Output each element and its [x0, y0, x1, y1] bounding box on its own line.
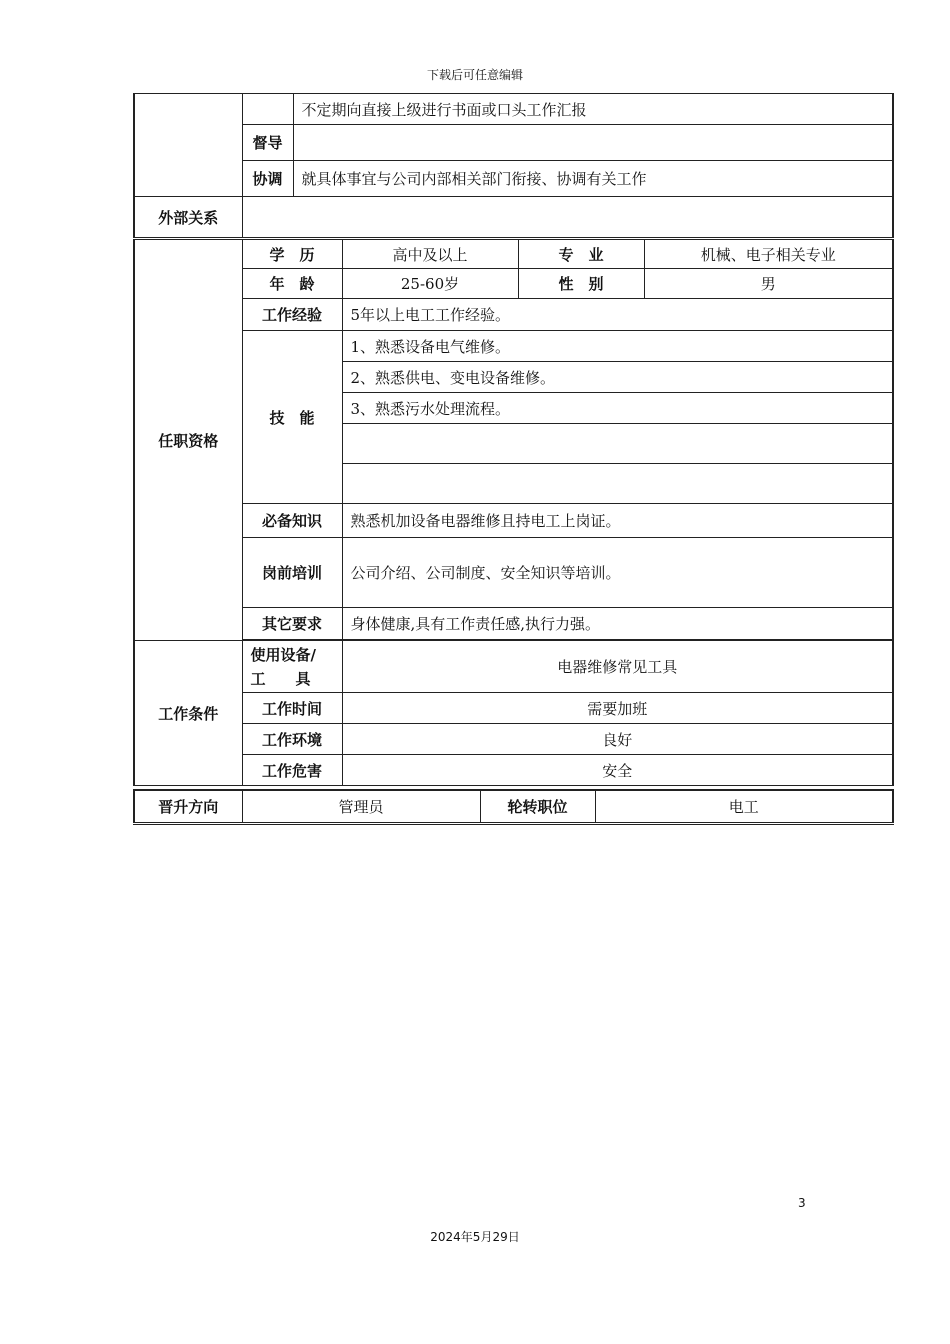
equipment-label-line1: 使用设备/: [250, 645, 316, 664]
skill-item: 3、熟悉污水处理流程。: [342, 393, 893, 424]
work-time-value: 需要加班: [342, 693, 893, 724]
supervise-value: [293, 125, 893, 161]
responsibility-table: [133, 93, 894, 238]
promotion-table: [133, 789, 894, 825]
report-text: 不定期向直接上级进行书面或口头工作汇报: [293, 94, 893, 125]
training-label: 岗前培训: [242, 538, 342, 608]
promotion-label: 晋升方向: [134, 790, 242, 823]
skill-item-empty: [342, 464, 893, 504]
rotation-value: 电工: [595, 790, 893, 823]
other-requirements-value: 身体健康,具有工作责任感,执行力强。: [342, 608, 893, 640]
work-time-label: 工作时间: [242, 693, 342, 724]
other-requirements-label: 其它要求: [242, 608, 342, 640]
supervise-label: 督导: [242, 125, 293, 161]
skills-label: 技 能: [242, 331, 342, 504]
empty-cell: [134, 94, 242, 197]
page-number: 3: [798, 1196, 806, 1210]
work-hazard-value: 安全: [342, 755, 893, 786]
experience-label: 工作经验: [242, 299, 342, 331]
work-env-label: 工作环境: [242, 724, 342, 755]
training-value: 公司介绍、公司制度、安全知识等培训。: [342, 538, 893, 608]
empty-cell: [242, 94, 293, 125]
equipment-label-line2: 工 具: [250, 669, 311, 688]
gender-value: 男: [644, 269, 893, 299]
equipment-value: 电器维修常见工具: [342, 641, 893, 693]
age-label: 年 龄: [242, 269, 342, 299]
skill-item: 2、熟悉供电、变电设备维修。: [342, 362, 893, 393]
rotation-label: 轮转职位: [480, 790, 595, 823]
footer-date: 2024年5月29日: [430, 1230, 520, 1244]
education-value: 高中及以上: [342, 239, 518, 269]
knowledge-label: 必备知识: [242, 504, 342, 538]
coordinate-label: 协调: [242, 161, 293, 197]
work-env-value: 良好: [342, 724, 893, 755]
knowledge-value: 熟悉机加设备电器维修且持电工上岗证。: [342, 504, 893, 538]
qualification-section-label: 任职资格: [134, 239, 242, 641]
work-hazard-label: 工作危害: [242, 755, 342, 786]
age-value: 25-60岁: [342, 269, 518, 299]
major-value: 机械、电子相关专业: [644, 239, 893, 269]
gender-label: 性 别: [518, 269, 644, 299]
promotion-value: 管理员: [242, 790, 480, 823]
external-relations-label: 外部关系: [134, 197, 242, 238]
education-label: 学 历: [242, 239, 342, 269]
skill-item: 1、熟悉设备电气维修。: [342, 331, 893, 362]
coordinate-text: 就具体事宜与公司内部相关部门衔接、协调有关工作: [293, 161, 893, 197]
page-header: 下载后可任意编辑: [426, 68, 523, 82]
external-relations-value: [242, 197, 893, 238]
conditions-section-label: 工作条件: [134, 641, 242, 786]
skill-item-empty: [342, 424, 893, 464]
equipment-label: [242, 641, 342, 693]
experience-value: 5年以上电工工作经验。: [342, 299, 893, 331]
major-label: 专 业: [518, 239, 644, 269]
qualification-table: [133, 237, 894, 786]
